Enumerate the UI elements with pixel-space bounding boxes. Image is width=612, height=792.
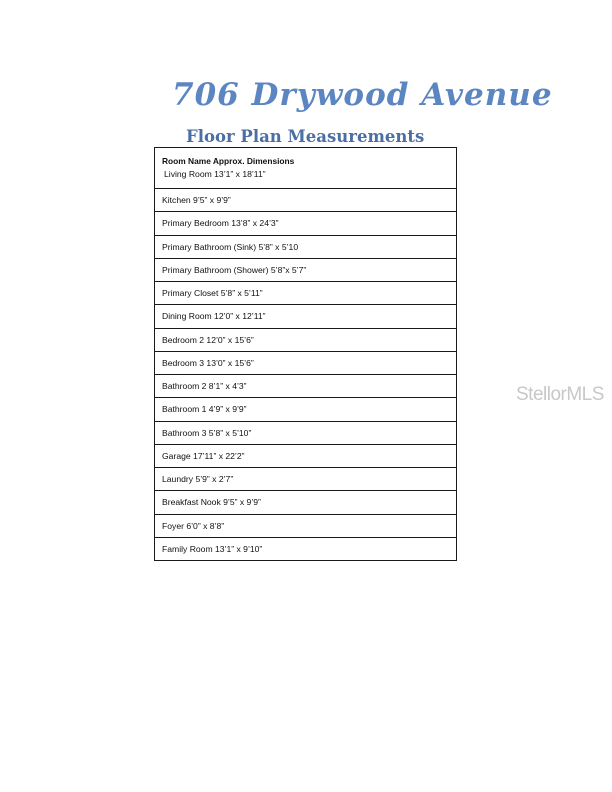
table-header-row: [155, 148, 456, 188]
property-address-title: 706 Drywood Avenue: [172, 77, 553, 113]
table-header-label: Room Name Approx. Dimensions: [162, 156, 295, 166]
table-row: Bedroom 2 12’0” x 15’6”: [155, 328, 456, 351]
table-row: Primary Bedroom 13’8” x 24’3”: [155, 211, 456, 234]
table-row: Dining Room 12’0” x 12’11”: [155, 304, 456, 327]
table-row: Living Room 13’1” x 18’11”: [164, 169, 266, 179]
table-row: Primary Closet 5’8” x 5’11”: [155, 281, 456, 304]
table-row: Family Room 13’1” x 9’10”: [155, 537, 456, 560]
table-row: Breakfast Nook 9’5” x 9’9”: [155, 490, 456, 513]
table-row: Foyer 6’0” x 8’8”: [155, 514, 456, 537]
table-row: Bedroom 3 13’0” x 15’6”: [155, 351, 456, 374]
measurements-table: [154, 147, 457, 561]
table-row: Kitchen 9’5” x 9’9”: [155, 188, 456, 211]
table-row: Garage 17’11” x 22’2”: [155, 444, 456, 467]
floor-plan-heading: Floor Plan Measurements: [186, 127, 425, 146]
table-row: Primary Bathroom (Shower) 5’8”x 5’7”: [155, 258, 456, 281]
table-row: Bathroom 1 4’9” x 9’9”: [155, 397, 456, 420]
table-row: Bathroom 3 5’8” x 5’10”: [155, 421, 456, 444]
table-row: Primary Bathroom (Sink) 5’8” x 5’10: [155, 235, 456, 258]
table-row: Bathroom 2 8’1” x 4’3”: [155, 374, 456, 397]
table-row: Laundry 5’9” x 2’7”: [155, 467, 456, 490]
mls-watermark: StellorMLS: [516, 384, 604, 405]
